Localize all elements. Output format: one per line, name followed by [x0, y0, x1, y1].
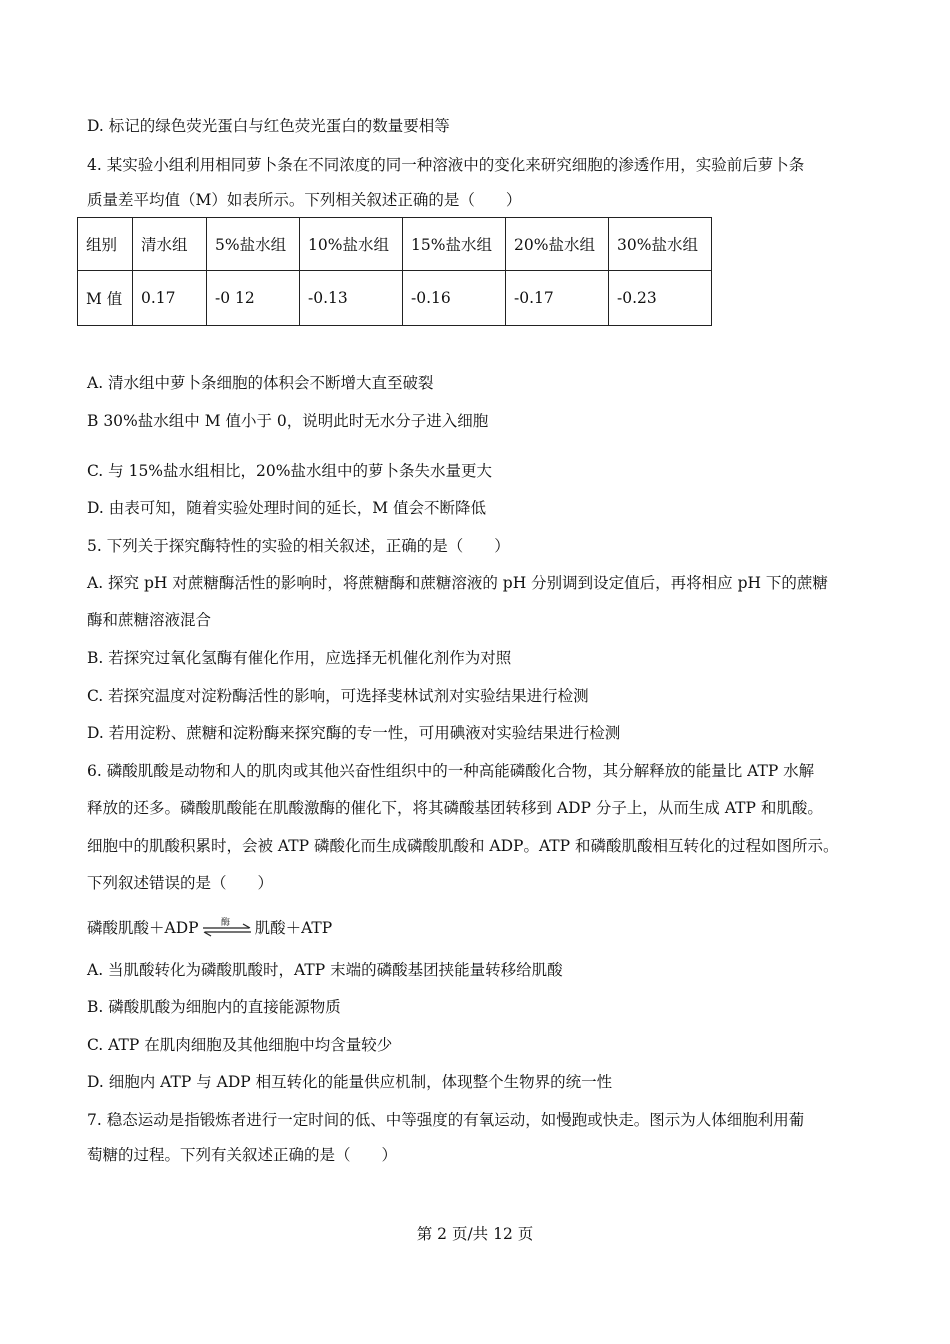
- table-cell: -0.23: [609, 271, 712, 326]
- reversible-arrow-icon: [201, 916, 253, 940]
- line-q7-stem-1: 7. 稳态运动是指锻炼者进行一定时间的低、中等强度的有氧运动，如慢跑或快走。图示为人体细胞利用葡: [87, 1111, 805, 1129]
- table-cell: 组别: [78, 218, 133, 271]
- table-cell: -0 12: [207, 271, 300, 326]
- table-cell: 10%盐水组: [300, 218, 403, 271]
- line-q6-option-a: A. 当肌酸转化为磷酸肌酸时，ATP 末端的磷酸基团挟能量转移给肌酸: [87, 961, 563, 979]
- page-footer: 第 2 页/共 12 页: [416, 1225, 534, 1243]
- table-cell: 15%盐水组: [403, 218, 506, 271]
- line-q6-stem-1: 6. 磷酸肌酸是动物和人的肌肉或其他兴奋性组织中的一种高能磷酸化合物，其分解释放的能量比 ATP 水解: [87, 762, 815, 780]
- line-q4-option-d: D. 由表可知，随着实验处理时间的延长，M 值会不断降低: [87, 499, 487, 517]
- line-q5-option-b: B. 若探究过氧化氢酶有催化作用，应选择无机催化剂作为对照: [87, 649, 512, 667]
- line-q7-stem-2: 萄糖的过程。下列有关叙述正确的是（ ）: [87, 1146, 398, 1164]
- table-cell: 清水组: [133, 218, 207, 271]
- table-cell: -0.16: [403, 271, 506, 326]
- table-cell: -0.13: [300, 271, 403, 326]
- table-cell: 5%盐水组: [207, 218, 300, 271]
- line-q4-option-b: B 30%盐水组中 M 值小于 0，说明此时无水分子进入细胞: [87, 412, 489, 430]
- line-q6-stem-3: 细胞中的肌酸积累时，会被 ATP 磷酸化而生成磷酸肌酸和 ADP。ATP 和磷酸肌酸相互转化的过程如图所示。: [87, 837, 839, 855]
- line-q4-stem-1: 4. 某实验小组利用相同萝卜条在不同浓度的同一种溶液中的变化来研究细胞的渗透作用，实验前后萝卜条: [87, 156, 805, 174]
- line-q3-option-d: D. 标记的绿色荧光蛋白与红色荧光蛋白的数量要相等: [87, 117, 450, 135]
- table-cell: M 值: [78, 271, 133, 326]
- table-cell: 0.17: [133, 271, 207, 326]
- line-q5-option-c: C. 若探究温度对淀粉酶活性的影响，可选择斐林试剂对实验结果进行检测: [87, 687, 589, 705]
- equation-right: 肌酸＋ATP: [254, 919, 333, 937]
- line-q6-option-d: D. 细胞内 ATP 与 ADP 相互转化的能量供应机制，体现整个生物界的统一性: [87, 1073, 613, 1091]
- line-q4-stem-2: 质量差平均值（M）如表所示。下列相关叙述正确的是（ ）: [87, 191, 522, 209]
- line-q6-option-c: C. ATP 在肌肉细胞及其他细胞中均含量较少: [87, 1036, 393, 1054]
- table-cell: -0.17: [506, 271, 609, 326]
- enzyme-label: 酶: [220, 918, 230, 928]
- table-cell: 30%盐水组: [609, 218, 712, 271]
- table-row: [78, 271, 712, 326]
- table-cell: 20%盐水组: [506, 218, 609, 271]
- line-q6-option-b: B. 磷酸肌酸为细胞内的直接能源物质: [87, 998, 341, 1016]
- line-q6-stem-2: 释放的还多。磷酸肌酸能在肌酸激酶的催化下，将其磷酸基团转移到 ADP 分子上，从而生成 ATP 和肌酸。: [87, 799, 823, 817]
- line-q4-option-c: C. 与 15%盐水组相比，20%盐水组中的萝卜条失水量更大: [87, 462, 492, 480]
- line-q6-stem-4: 下列叙述错误的是（ ）: [87, 874, 274, 892]
- line-q5-option-a-2: 酶和蔗糖溶液混合: [87, 611, 212, 629]
- equation-left: 磷酸肌酸＋ADP: [87, 919, 199, 937]
- table-header-row: [78, 218, 712, 271]
- line-q5-option-a-1: A. 探究 pH 对蔗糖酶活性的影响时，将蔗糖酶和蔗糖溶液的 pH 分别调到设定值后，再将相应 pH 下的蔗糖: [87, 574, 828, 592]
- line-q5-stem: 5. 下列关于探究酶特性的实验的相关叙述，正确的是（ ）: [87, 537, 510, 555]
- reaction-equation: [87, 916, 332, 940]
- results-table: [77, 217, 712, 326]
- line-q4-option-a: A. 清水组中萝卜条细胞的体积会不断增大直至破裂: [87, 374, 434, 392]
- line-q5-option-d: D. 若用淀粉、蔗糖和淀粉酶来探究酶的专一性，可用碘液对实验结果进行检测: [87, 724, 621, 742]
